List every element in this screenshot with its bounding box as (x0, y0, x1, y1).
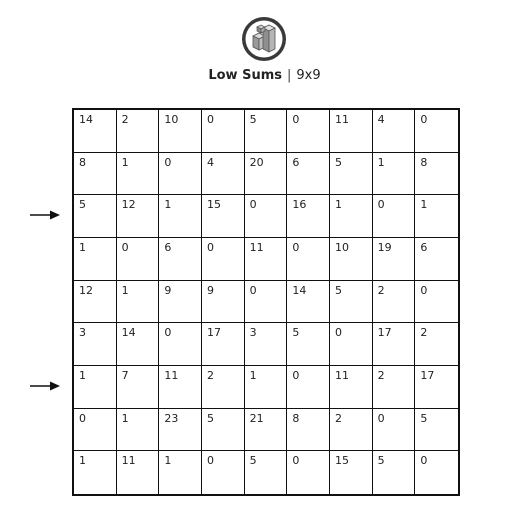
grid-cell[interactable] (117, 451, 160, 494)
cell-clue: 16 (292, 198, 307, 212)
grid-cell[interactable] (74, 153, 117, 196)
grid-cell[interactable] (373, 451, 416, 494)
cell-clue: 0 (249, 198, 257, 212)
cell-clue: 2 (121, 113, 129, 126)
grid-cell[interactable] (415, 153, 458, 196)
cell-clue: 4 (377, 113, 385, 126)
grid-cell[interactable] (287, 409, 330, 452)
grid-cell[interactable] (330, 323, 373, 366)
cell-clue: 12 (121, 198, 136, 212)
grid-cell[interactable] (202, 409, 245, 452)
cell-clue: 1 (121, 283, 129, 297)
cell-clue: 3 (79, 326, 86, 340)
grid-size-label: 9x9 (296, 68, 321, 83)
cell-clue: 19 (377, 241, 392, 254)
cell-clue: 7 (121, 369, 129, 382)
cell-clue: 0 (79, 411, 86, 425)
grid-cell[interactable] (373, 195, 416, 238)
grid-cell[interactable] (287, 323, 330, 366)
cell-clue: 1 (121, 411, 129, 425)
grid-cell[interactable] (373, 366, 416, 409)
cell-clue: 0 (164, 155, 172, 169)
cell-clue: 9 (164, 283, 172, 297)
grid-cell[interactable] (330, 195, 373, 238)
grid-cell[interactable] (202, 281, 245, 324)
cell-clue: 0 (164, 326, 172, 340)
cell-clue: 1 (164, 198, 172, 212)
grid-cell[interactable] (287, 153, 330, 196)
cell-clue: 6 (164, 241, 172, 254)
cell-clue: 5 (207, 411, 214, 425)
grid-cell[interactable] (74, 409, 117, 452)
cell-clue: 17 (207, 326, 221, 340)
grid-cell[interactable] (245, 238, 288, 281)
cell-clue: 0 (121, 241, 129, 254)
cell-clue: 2 (335, 411, 342, 425)
grid-cell[interactable] (74, 366, 117, 409)
grid-cell[interactable] (373, 409, 416, 452)
cell-clue: 4 (207, 155, 214, 169)
cell-clue: 2 (207, 369, 214, 382)
cell-clue: 5 (335, 283, 342, 297)
cell-clue: 21 (249, 411, 264, 425)
cell-clue: 0 (335, 326, 342, 340)
cell-clue: 0 (377, 411, 385, 425)
grid-cell[interactable] (415, 323, 458, 366)
grid-cell[interactable] (245, 366, 288, 409)
cell-clue: 14 (79, 113, 93, 126)
grid-cell[interactable] (117, 238, 160, 281)
grid-cell[interactable] (373, 153, 416, 196)
grid-cell[interactable] (117, 110, 160, 153)
grid-cell[interactable] (415, 281, 458, 324)
cell-clue: 1 (79, 241, 86, 254)
cell-clue: 5 (249, 454, 257, 468)
grid-cell[interactable] (287, 195, 330, 238)
cell-clue: 8 (420, 155, 428, 169)
grid-cell[interactable] (74, 281, 117, 324)
cell-clue: 10 (164, 113, 179, 126)
arrow-right-icon (30, 210, 60, 220)
cell-clue: 5 (249, 113, 257, 126)
cell-clue: 11 (249, 241, 264, 254)
cell-clue: 5 (292, 326, 300, 340)
cell-clue: 11 (335, 113, 349, 126)
cell-clue: 9 (207, 283, 214, 297)
cell-clue: 0 (292, 113, 300, 126)
grid-cell[interactable] (117, 195, 160, 238)
cell-clue: 0 (207, 241, 214, 254)
cell-clue: 1 (377, 155, 385, 169)
cell-clue: 11 (335, 369, 349, 382)
cell-clue: 0 (249, 283, 257, 297)
grid-cell[interactable] (74, 323, 117, 366)
cell-clue: 2 (377, 283, 385, 297)
grid-cell[interactable] (202, 110, 245, 153)
grid-cell[interactable] (74, 451, 117, 494)
grid-cell[interactable] (287, 366, 330, 409)
cell-clue: 1 (335, 198, 342, 212)
cell-clue: 2 (420, 326, 428, 340)
grid-cell[interactable] (415, 195, 458, 238)
cell-clue: 17 (420, 369, 435, 382)
puzzle-logo-icon (241, 16, 287, 62)
grid-cell[interactable] (202, 366, 245, 409)
cell-clue: 0 (292, 369, 300, 382)
cell-clue: 3 (249, 326, 257, 340)
cell-clue: 0 (420, 113, 428, 126)
cell-clue: 0 (420, 454, 428, 468)
grid-cell[interactable] (159, 323, 202, 366)
cell-clue: 11 (164, 369, 179, 382)
cell-clue: 12 (79, 283, 93, 297)
cell-clue: 1 (79, 369, 86, 382)
grid-cell[interactable] (330, 281, 373, 324)
grid-cell[interactable] (202, 153, 245, 196)
cell-clue: 5 (420, 411, 428, 425)
title-separator: | (287, 68, 292, 83)
cell-clue: 17 (377, 326, 392, 340)
grid-cell[interactable] (202, 195, 245, 238)
cell-clue: 1 (249, 369, 257, 382)
cell-clue: 1 (420, 198, 428, 212)
cell-clue: 14 (292, 283, 307, 297)
cell-clue: 15 (335, 454, 349, 468)
grid-cell[interactable] (245, 195, 288, 238)
grid-cell[interactable] (373, 323, 416, 366)
grid-cell[interactable] (330, 366, 373, 409)
grid-cell[interactable] (245, 153, 288, 196)
cell-clue: 0 (292, 241, 300, 254)
cell-clue: 6 (420, 241, 428, 254)
grid-cell[interactable] (159, 281, 202, 324)
cell-clue: 0 (420, 283, 428, 297)
grid-cell[interactable] (74, 195, 117, 238)
grid-cell[interactable] (415, 110, 458, 153)
grid-cell[interactable] (159, 153, 202, 196)
cell-clue: 0 (377, 198, 385, 212)
grid-cell[interactable] (330, 409, 373, 452)
cell-clue: 5 (335, 155, 342, 169)
arrow-right-icon (30, 381, 60, 391)
cell-clue: 2 (377, 369, 385, 382)
grid-cell[interactable] (287, 238, 330, 281)
grid-cell[interactable] (202, 238, 245, 281)
grid-cell[interactable] (159, 451, 202, 494)
grid-cell[interactable] (373, 110, 416, 153)
cell-clue: 1 (164, 454, 172, 468)
cell-clue: 15 (207, 198, 221, 212)
grid-cell[interactable] (245, 451, 288, 494)
grid-cell[interactable] (330, 451, 373, 494)
grid-cell[interactable] (330, 238, 373, 281)
grid-cell[interactable] (159, 366, 202, 409)
grid-cell[interactable] (159, 195, 202, 238)
puzzle-title (0, 68, 529, 84)
cell-clue: 8 (79, 155, 86, 169)
grid-cell[interactable] (245, 281, 288, 324)
cell-clue: 0 (292, 454, 300, 468)
cell-clue: 6 (292, 155, 300, 169)
grid-cell[interactable] (330, 110, 373, 153)
grid-cell[interactable] (287, 110, 330, 153)
grid-cell[interactable] (330, 153, 373, 196)
grid-cell[interactable] (415, 238, 458, 281)
grid-cell[interactable] (415, 451, 458, 494)
grid-cell[interactable] (287, 451, 330, 494)
grid-cell[interactable] (74, 238, 117, 281)
grid-cell[interactable] (117, 366, 160, 409)
grid-cell[interactable] (373, 281, 416, 324)
cell-clue: 10 (335, 241, 349, 254)
grid-cell[interactable] (117, 323, 160, 366)
cell-clue: 1 (79, 454, 86, 468)
cell-clue: 0 (207, 454, 214, 468)
grid-cell[interactable] (117, 409, 160, 452)
cell-clue: 1 (121, 155, 129, 169)
grid-cell[interactable] (159, 238, 202, 281)
cell-clue: 20 (249, 155, 264, 169)
puzzle-grid (72, 108, 460, 496)
grid-cell[interactable] (159, 409, 202, 452)
grid-cell[interactable] (117, 153, 160, 196)
grid-cell[interactable] (287, 281, 330, 324)
grid-cell[interactable] (117, 281, 160, 324)
grid-cell[interactable] (245, 409, 288, 452)
cell-clue: 23 (164, 411, 179, 425)
grid-cell[interactable] (415, 409, 458, 452)
grid-cell[interactable] (202, 323, 245, 366)
cell-clue: 0 (207, 113, 214, 126)
cell-clue: 8 (292, 411, 300, 425)
cell-clue: 14 (121, 326, 136, 340)
grid-cell[interactable] (245, 323, 288, 366)
cell-clue: 5 (79, 198, 86, 212)
cell-clue: 5 (377, 454, 385, 468)
grid-cell[interactable] (74, 110, 117, 153)
grid-cell[interactable] (159, 110, 202, 153)
puzzle-name: Low Sums (208, 68, 282, 83)
grid-cell[interactable] (415, 366, 458, 409)
grid-cell[interactable] (245, 110, 288, 153)
cell-clue: 11 (121, 454, 136, 468)
grid-cell[interactable] (202, 451, 245, 494)
grid-cell[interactable] (373, 238, 416, 281)
